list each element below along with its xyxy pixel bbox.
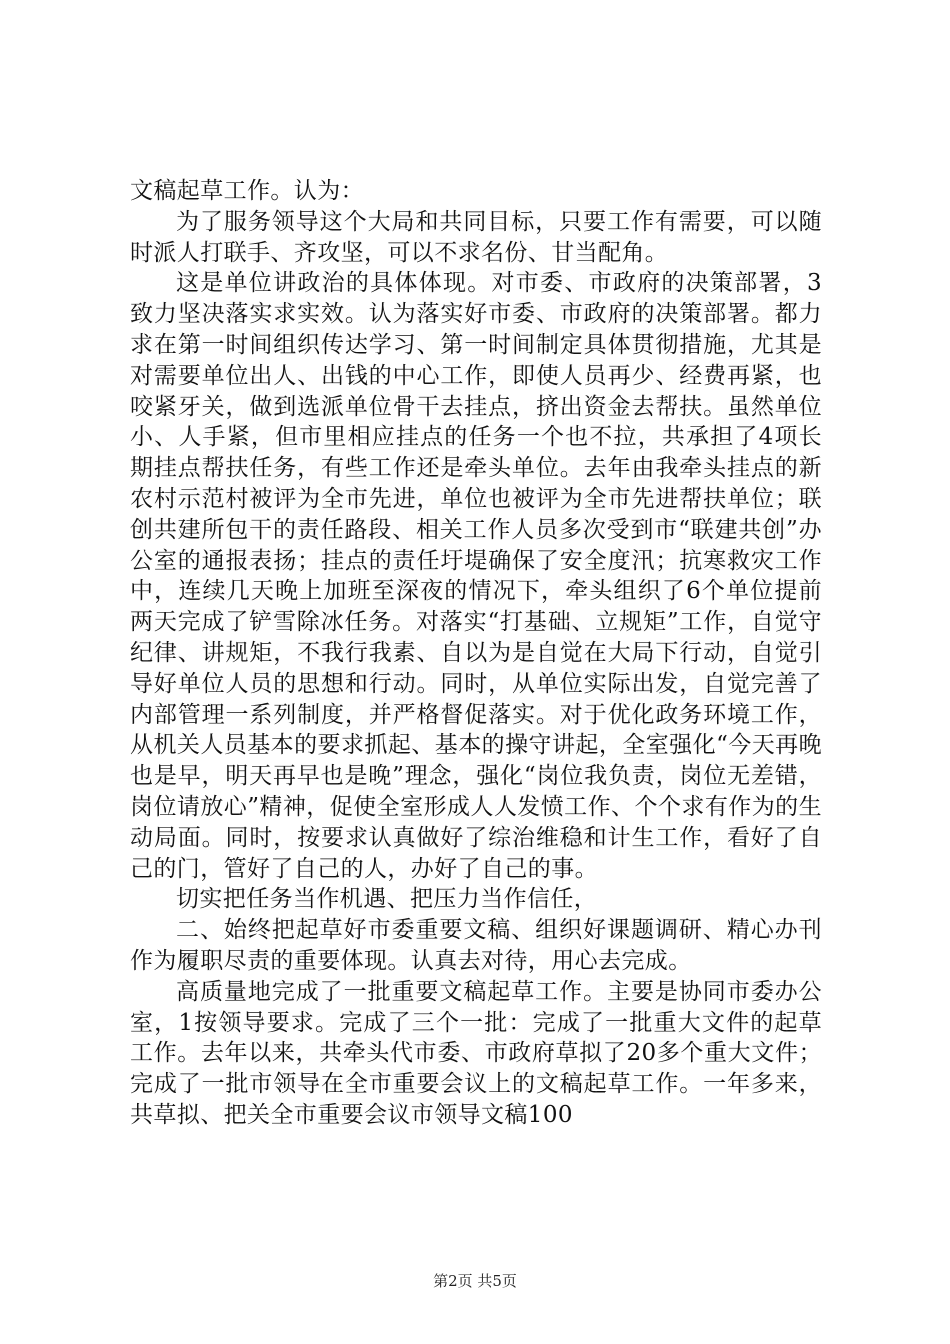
paragraph-1: 文稿起草工作。认为：	[130, 178, 364, 204]
page-footer: 第2页 共5页	[433, 1272, 517, 1290]
paragraph-6: 高质量地完成了一批重要文稿起草工作。主要是协同市委办公室，1按领导要求。完成了三个一批：完成了一批重大文件的起草工作。去年以来，共牵头代市委、市政府草拟了20多个重大文件；完成了一批市领导在全市重要会议上的文稿起草工作。一年多来，共草拟、把关全市重要会议市领导文稿100	[130, 978, 822, 1128]
document-body	[130, 176, 822, 1131]
paragraph-5: 二、始终把起草好市委重要文稿、组织好课题调研、精心办刊作为履职尽责的重要体现。认真去对待，用心去完成。	[130, 917, 822, 974]
paragraph-4: 切实把任务当作机遇、把压力当作信任，	[176, 886, 598, 913]
paragraph-2: 为了服务领导这个大局和共同目标，只要工作有需要，可以随时派人打联手、齐攻坚，可以不求名份、甘当配角。	[130, 208, 822, 266]
paragraph-3: 这是单位讲政治的具体体现。对市委、市政府的决策部署，3致力坚决落实求实效。认为落实好市委、市政府的决策部署。都力求在第一时间组织传达学习、第一时间制定具体贯彻措施，尤其是对需要单位出人、出钱的中心工作，即使人员再少、经费再紧，也咬紧牙关，做到选派单位骨干去挂点，挤出资金去帮扶。虽然单位小、人手紧，但市里相应挂点的任务一个也不拉，共承担了4项长期挂点帮扶任务，有些工作还是牵头单位。去年由我牵头挂点的新农村示范村被评为全市先进，单位也被评为全市先进帮扶单位；联创共建所包干的责任路段、相关工作人员多次受到市“联建共创”办公室的通报表扬；挂点的责任圩堤确保了安全度汛；抗寒救灾工作中，连续几天晚上加班至深夜的情况下，牵头组织了6个单位提前两天完成了铲雪除冰任务。对落实“打基础、立规矩”工作，自觉守纪律、讲规矩，不我行我素、自以为是自觉在大局下行动，自觉引导好单位人员的思想和行动。同时，从单位实际出发，自觉完善了内部管理一系列制度，并严格督促落实。对于优化政务环境工作，从机关人员基本的要求抓起、基本的操守讲起，全室强化“今天再晚也是早，明天再早也是晚”理念，强化“岗位我负责，岗位无差错，岗位请放心”精神，促使全室形成人人发愤工作、个个求有作为的生动局面。同时，按要求认真做好了综治维稳和计生工作，看好了自己的门，管好了自己的人，办好了自己的事。	[130, 270, 822, 882]
